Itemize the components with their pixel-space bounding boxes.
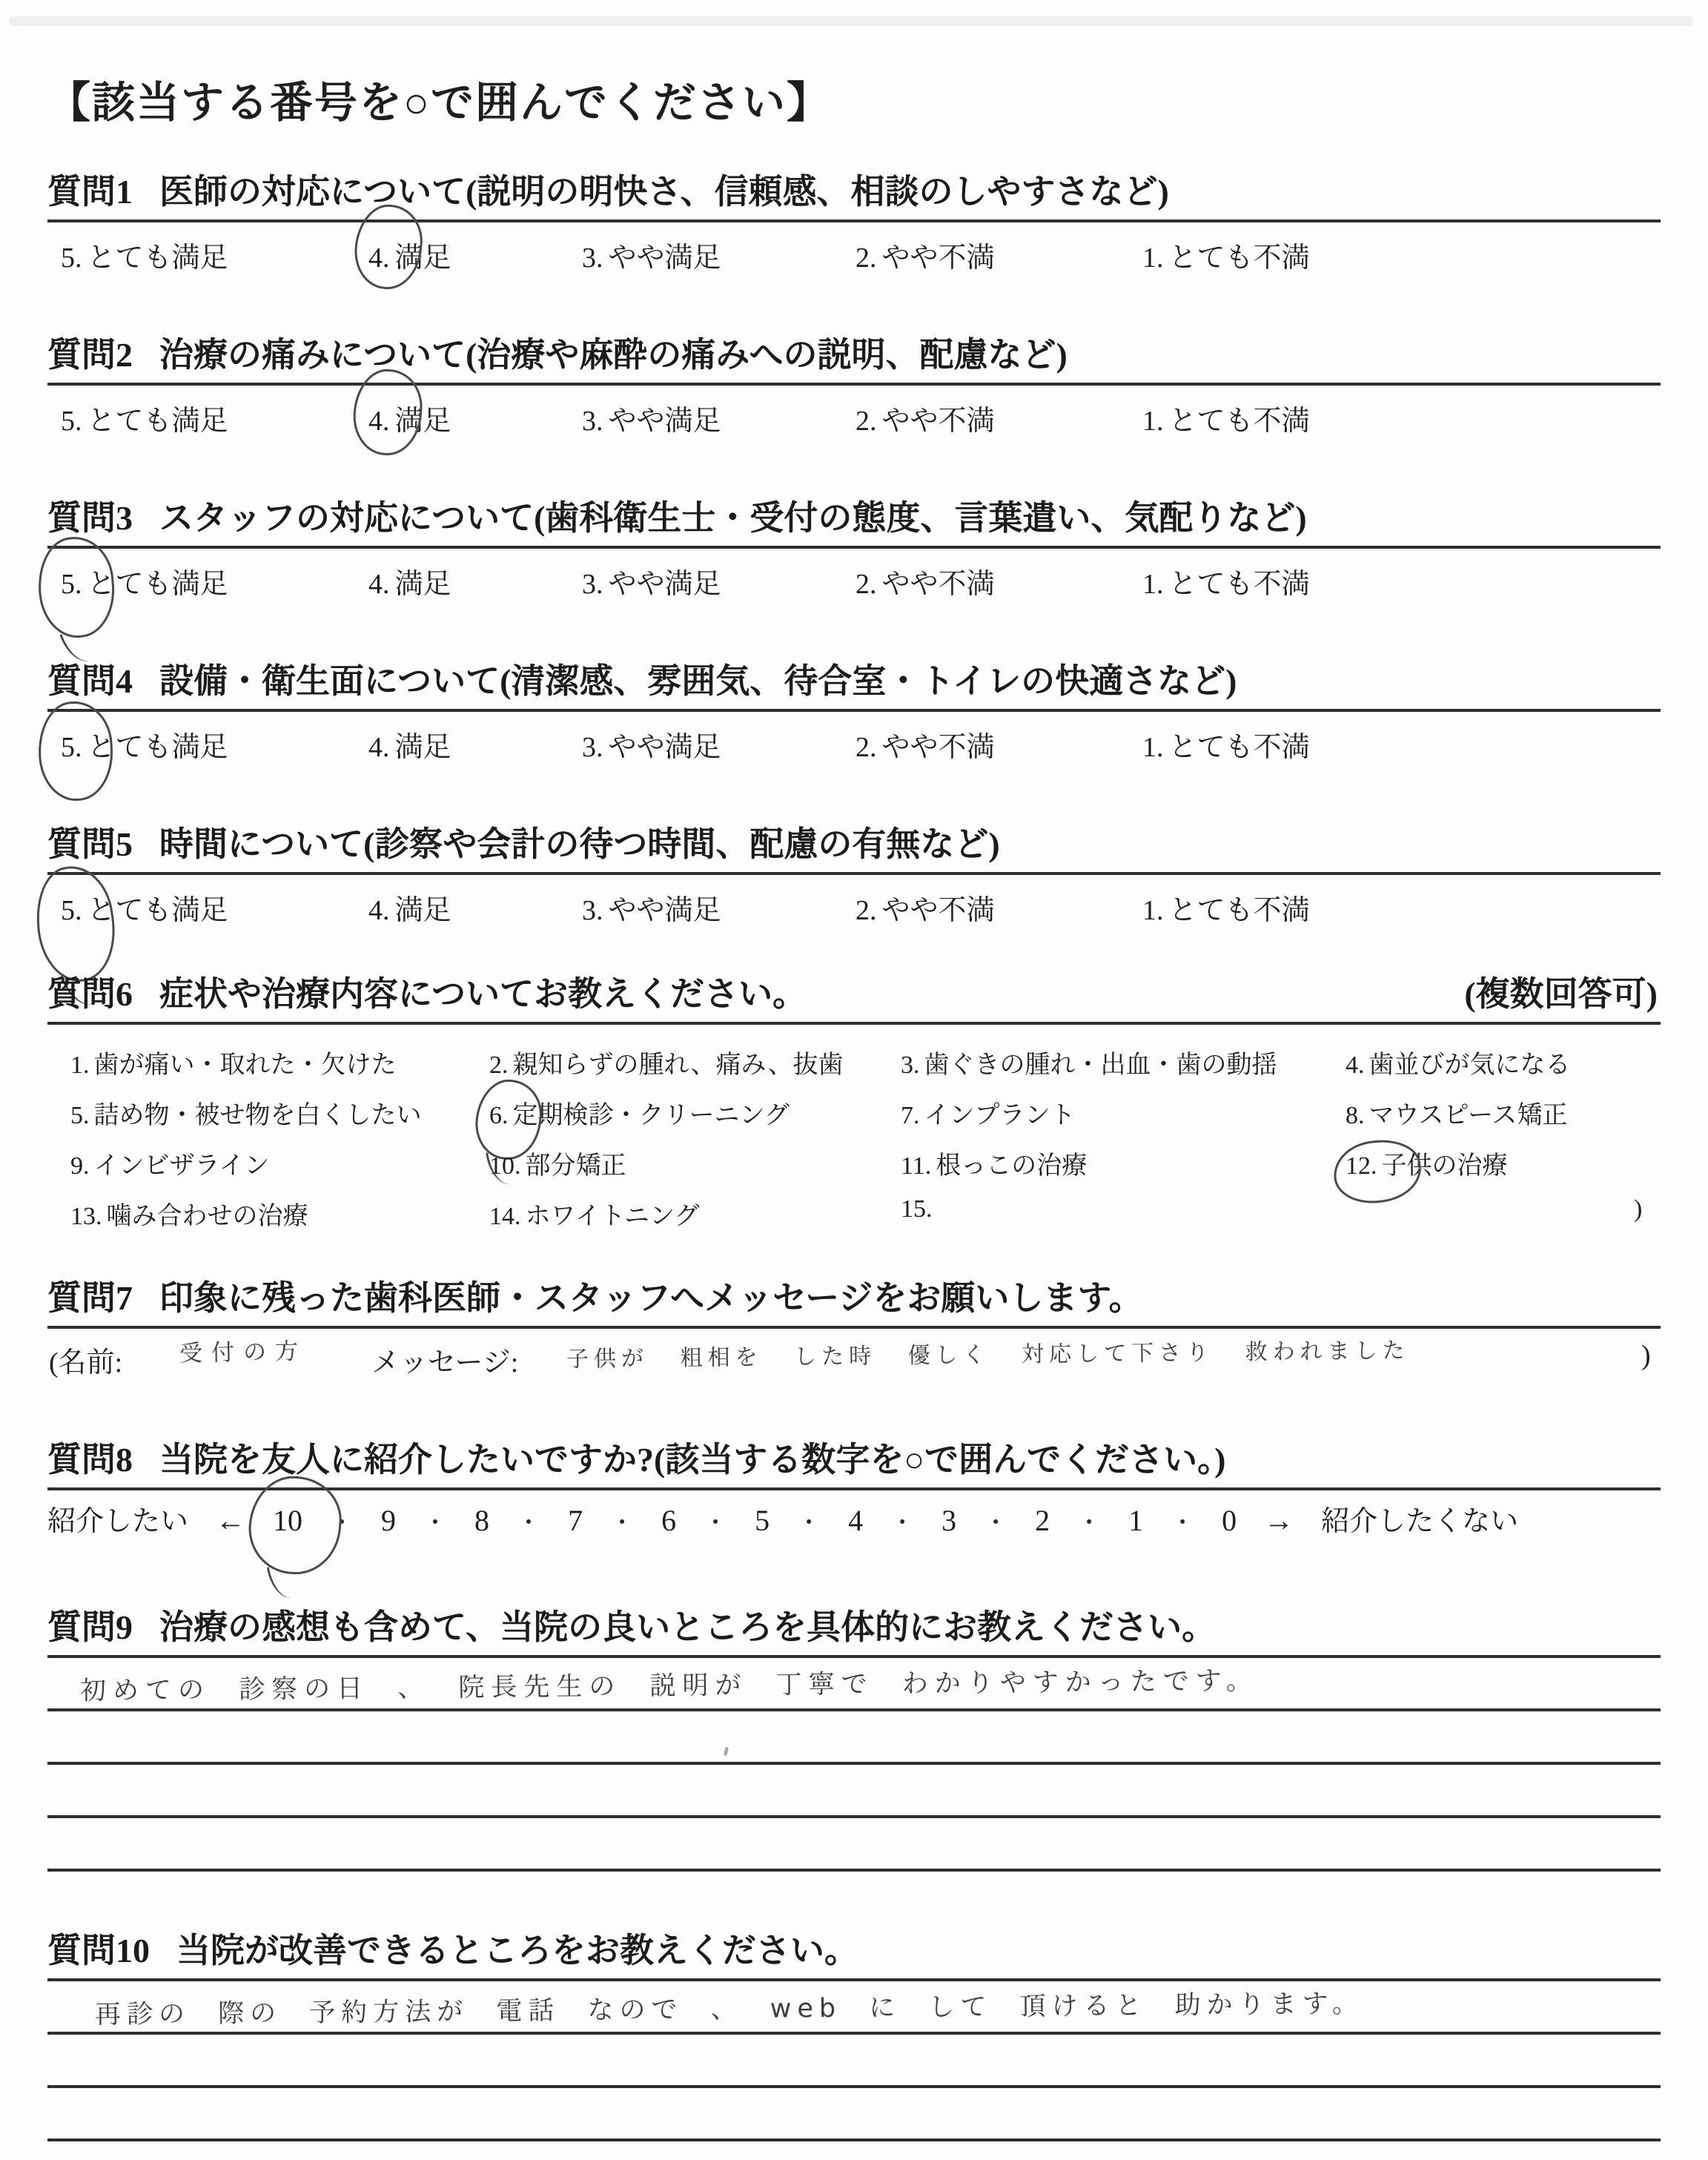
- option-5-number-text: 5.: [61, 569, 82, 600]
- question-4-heading: [47, 658, 1661, 704]
- option-4-label: 満足: [394, 406, 451, 437]
- grid-row-4: [47, 1186, 1661, 1237]
- question-1-label: 質問1: [47, 173, 133, 211]
- option-2: [855, 397, 995, 438]
- scale-dot: ・: [1077, 1509, 1102, 1536]
- option-2-number: 2.: [855, 732, 877, 763]
- option-1-number: 1.: [1142, 895, 1164, 926]
- option-4-label: 満足: [394, 242, 451, 274]
- question-1: [47, 169, 1661, 280]
- item-1: [70, 1044, 397, 1080]
- answer-line-1: [47, 1981, 1661, 2035]
- option-2-label: やや不満: [881, 406, 995, 437]
- option-3: [582, 561, 721, 601]
- item-13-label: 噛み合わせの治療: [106, 1203, 308, 1230]
- option-3-number: 3.: [582, 895, 603, 926]
- question-6: [47, 971, 1661, 1237]
- option-5-number: 5.: [61, 406, 82, 437]
- item-3-label: 歯ぐきの腫れ・出血・歯の動揺: [924, 1051, 1277, 1079]
- scale-number-7: 7: [568, 1504, 583, 1537]
- option-1-label: とても不満: [1168, 732, 1310, 763]
- question-9: [47, 1605, 1661, 1872]
- question-5: [47, 822, 1661, 933]
- option-4: [368, 887, 451, 928]
- option-4: [368, 561, 451, 601]
- item-4: [1345, 1044, 1571, 1080]
- scan-artifact-strip: [9, 16, 1693, 26]
- form-content: [0, 71, 1708, 2160]
- question-7-text: 印象に残った歯科医師・スタッフへメッセージをお願いします。: [159, 1279, 1143, 1317]
- option-3-label: やや満足: [608, 895, 721, 926]
- scale-number-10-text: 10: [273, 1504, 303, 1537]
- question-9-label: 質問9: [47, 1608, 133, 1646]
- option-4-number: [368, 405, 390, 437]
- question-2: [47, 332, 1661, 443]
- scale-dot: ・: [890, 1509, 915, 1536]
- scale-number-8: 8: [474, 1504, 490, 1537]
- option-4-label: 満足: [394, 569, 451, 600]
- scale-number-0: 0: [1222, 1504, 1237, 1537]
- scale-dot: ・: [984, 1509, 1008, 1536]
- option-1-label: とても不満: [1168, 242, 1310, 274]
- option-1-number: 1.: [1142, 732, 1164, 763]
- grid-row-1: [47, 1035, 1661, 1086]
- option-3-label: やや満足: [608, 242, 721, 274]
- scale-left-label: 紹介したい: [47, 1506, 189, 1537]
- option-2-number: 2.: [855, 242, 877, 274]
- item-10-label: 部分矯正: [525, 1152, 626, 1180]
- option-4-number-text: 4.: [368, 406, 390, 437]
- option-5: [61, 887, 228, 928]
- option-3-number: 3.: [582, 406, 603, 437]
- option-1: [1142, 887, 1310, 928]
- scale-dot: ・: [330, 1509, 354, 1536]
- item-10-number: 10.: [489, 1152, 521, 1180]
- item-13: [70, 1195, 308, 1232]
- item-1-label: 歯が痛い・取れた・欠けた: [93, 1051, 397, 1079]
- scale-number-9: 9: [381, 1504, 397, 1537]
- item-11: [901, 1145, 1087, 1181]
- question-8: [47, 1437, 1661, 1554]
- option-2: [855, 724, 995, 764]
- question-5-text: 時間について(診察や会計の待つ時間、配慮の有無など): [159, 825, 1000, 863]
- answer-line-4: [47, 2141, 1661, 2160]
- scale-dot: ・: [610, 1509, 635, 1536]
- item-2-label: 親知らずの腫れ、痛み、抜歯: [512, 1051, 844, 1079]
- option-5: [61, 561, 228, 601]
- answer-line-3: [47, 2088, 1661, 2141]
- option-5-label: とても満足: [87, 895, 228, 926]
- scale-dot: ・: [797, 1509, 821, 1536]
- question-7: [47, 1275, 1661, 1388]
- item-1-number: 1.: [70, 1051, 90, 1079]
- option-5-label: とても満足: [87, 569, 228, 600]
- item-6-number: [489, 1102, 509, 1130]
- item-8-number: 8.: [1345, 1102, 1365, 1129]
- message-field-handwriting: 子供が 粗相を した時 優しく 対応して下さり 救われました: [566, 1338, 1410, 1373]
- question-10-text: 当院が改善できるところをお教えください。: [176, 1932, 858, 1969]
- divider: [47, 1487, 1661, 1490]
- item-3: [901, 1044, 1277, 1080]
- item-2-number: 2.: [489, 1051, 509, 1079]
- option-4-number: 4.: [368, 569, 390, 600]
- item-4-label: 歯並びが気になる: [1368, 1051, 1571, 1079]
- option-1: [1142, 724, 1310, 764]
- option-5: [61, 234, 228, 275]
- option-5-number: 5.: [61, 242, 82, 274]
- question-4-label: 質問4: [47, 662, 133, 700]
- question-2-heading: [47, 332, 1661, 378]
- scale-dot: ・: [1171, 1509, 1195, 1536]
- scale-dot: ・: [423, 1509, 448, 1536]
- option-3-number: 3.: [582, 732, 603, 763]
- question-6-label: 質問6: [47, 975, 133, 1013]
- question-4-options: [47, 712, 1661, 770]
- item-12-number-text: 12.: [1345, 1152, 1377, 1180]
- item-12-label: 子供の治療: [1381, 1152, 1508, 1180]
- scale-right-label: 紹介したくない: [1321, 1506, 1519, 1537]
- option-1-number: 1.: [1142, 569, 1164, 600]
- item-9-label: インビザライン: [93, 1152, 270, 1180]
- answer-line-2: [47, 1711, 1661, 1765]
- option-2-label: やや不満: [881, 569, 995, 600]
- item-4-number: 4.: [1345, 1051, 1365, 1079]
- question-4: [47, 658, 1661, 770]
- item-5: [70, 1094, 422, 1131]
- option-1: [1142, 234, 1310, 275]
- option-4-number: [368, 242, 390, 274]
- option-5: [61, 397, 228, 438]
- option-4: [368, 397, 451, 438]
- grid-row-3: [47, 1136, 1661, 1186]
- option-3-label: やや満足: [608, 569, 721, 600]
- item-6-label: 定期検診・クリーニング: [512, 1102, 790, 1129]
- option-2-number: 2.: [855, 569, 877, 600]
- option-1: [1142, 397, 1310, 438]
- option-1-label: とても不満: [1168, 406, 1310, 437]
- question-3-label: 質問3: [47, 499, 133, 537]
- question-10-label: 質問10: [47, 1932, 150, 1969]
- item-2: [489, 1044, 844, 1080]
- answer-line-4: [47, 1818, 1661, 1872]
- question-10-answer-area: [47, 1981, 1661, 2160]
- question-9-handwriting: 初めての 診察の日 、 院長先生の 説明が 丁寧で わかりやすかったです。: [79, 1666, 1260, 1706]
- question-10: [47, 1928, 1661, 2160]
- option-5-number: [61, 568, 82, 601]
- scale-dot: ・: [704, 1509, 728, 1536]
- item-13-number: 13.: [70, 1203, 102, 1230]
- option-2: [855, 234, 995, 275]
- question-6-grid: [47, 1035, 1661, 1237]
- option-1-number: 1.: [1142, 242, 1164, 274]
- item-15-number: 15.: [901, 1195, 933, 1223]
- item-8-label: マウスピース矯正: [1368, 1102, 1568, 1129]
- option-5-label: とても満足: [87, 732, 228, 763]
- question-2-text: 治療の痛みについて(治療や麻酔の痛みへの説明、配慮など): [159, 336, 1068, 374]
- question-3-options: [47, 549, 1661, 607]
- question-9-text: 治療の感想も含めて、当院の良いところを具体的にお教えください。: [159, 1608, 1217, 1646]
- scale-number-10: [273, 1503, 302, 1538]
- item-9-number: 9.: [70, 1152, 90, 1180]
- question-6-text: 症状や治療内容についてお教えください。: [159, 975, 807, 1013]
- option-2: [855, 887, 995, 928]
- question-7-answer-line: [47, 1329, 1661, 1388]
- answer-line-1: [47, 1658, 1661, 1711]
- option-2-label: やや不満: [881, 242, 995, 274]
- grid-row-2: [47, 1086, 1661, 1136]
- option-2: [855, 561, 995, 601]
- question-1-text: 医師の対応について(説明の明快さ、信頼感、相談のしやすさなど): [159, 173, 1169, 211]
- question-3: [47, 495, 1661, 607]
- option-1-number: 1.: [1142, 406, 1164, 437]
- item-14-label: ホワイトニング: [525, 1203, 700, 1230]
- option-5: [61, 724, 228, 764]
- question-9-heading: [47, 1605, 1661, 1651]
- item-7: [901, 1094, 1076, 1131]
- item-11-label: 根っこの治療: [936, 1152, 1088, 1180]
- question-7-label: 質問7: [47, 1279, 133, 1317]
- question-4-text: 設備・衛生面について(清潔感、雰囲気、待合室・トイレの快適さなど): [159, 662, 1237, 700]
- scale-number-4: 4: [848, 1504, 864, 1537]
- item-12-number: [1345, 1152, 1377, 1180]
- divider: [47, 1022, 1661, 1025]
- question-5-label: 質問5: [47, 825, 133, 863]
- scale-number-2: 2: [1035, 1504, 1050, 1537]
- message-field-label: メッセージ:: [371, 1347, 519, 1378]
- item-14: [489, 1195, 699, 1232]
- item-7-label: インプラント: [924, 1102, 1076, 1129]
- left-arrow-icon: ←: [216, 1504, 246, 1537]
- option-4-label: 満足: [394, 732, 451, 763]
- question-2-label: 質問2: [47, 336, 133, 374]
- question-3-heading: [47, 495, 1661, 541]
- item-7-number: 7.: [901, 1102, 920, 1129]
- right-arrow-icon: →: [1264, 1504, 1294, 1537]
- item-12: [1345, 1145, 1508, 1181]
- option-3-label: やや満足: [608, 406, 721, 437]
- item-6: [489, 1094, 790, 1131]
- name-field-handwriting: 受付の方: [179, 1338, 308, 1367]
- scale-number-6: 6: [661, 1504, 677, 1537]
- option-2-label: やや不満: [881, 732, 995, 763]
- question-1-options: [47, 222, 1661, 280]
- question-5-options: [47, 875, 1661, 933]
- question-7-heading: [47, 1275, 1661, 1321]
- option-5-number: [61, 731, 82, 764]
- option-3: [582, 887, 721, 928]
- option-4-number: 4.: [368, 895, 390, 926]
- option-3-number: 3.: [582, 242, 603, 274]
- item-8: [1345, 1094, 1567, 1131]
- option-5-label: とても満足: [87, 406, 228, 437]
- option-2-number: 2.: [855, 895, 877, 926]
- item-10: [489, 1145, 626, 1181]
- question-2-options: [47, 386, 1661, 443]
- option-2-number: 2.: [855, 406, 877, 437]
- question-10-handwriting: 再診の 際の 予約方法が 電話 なので 、 web に して 頂けると 助かります。: [94, 1989, 1365, 2030]
- option-3: [582, 397, 721, 438]
- question-8-heading: [47, 1437, 1661, 1483]
- option-2-label: やや不満: [881, 895, 995, 926]
- option-4: [368, 724, 451, 764]
- item-14-number: 14.: [489, 1203, 521, 1230]
- scale-number-1: 1: [1128, 1504, 1144, 1537]
- option-1-label: とても不満: [1168, 569, 1310, 600]
- scale-number-3: 3: [941, 1504, 957, 1537]
- option-4-number-text: 4.: [368, 242, 390, 274]
- option-5-number-text: 5.: [61, 732, 82, 763]
- item-15: [901, 1195, 937, 1223]
- question-10-heading: [47, 1928, 1661, 1974]
- item-6-number-text: 6.: [489, 1102, 509, 1129]
- item-11-number: 11.: [901, 1152, 932, 1180]
- option-4-label: 満足: [394, 895, 451, 926]
- item-9: [70, 1145, 269, 1181]
- question-5-heading: [47, 822, 1661, 868]
- scale-dot: ・: [517, 1509, 541, 1536]
- question-1-heading: [47, 169, 1661, 215]
- option-4-number: 4.: [368, 732, 390, 763]
- option-5-number-text: 5.: [61, 895, 82, 926]
- item-3-number: 3.: [901, 1051, 920, 1079]
- name-field-label: (名前:: [49, 1347, 123, 1378]
- item-5-number: 5.: [70, 1102, 90, 1129]
- answer-line-3: [47, 1765, 1661, 1818]
- question-8-text: 当院を友人に紹介したいですか?(該当する数字を○で囲んでください。): [159, 1441, 1226, 1479]
- option-3: [582, 234, 721, 275]
- scale-number-5: 5: [755, 1504, 770, 1537]
- form-title: 【該当する番号を○で囲んでください】: [47, 79, 832, 127]
- close-paren: ): [1641, 1340, 1651, 1371]
- option-4: [368, 234, 451, 275]
- nps-scale-row: [47, 1498, 1661, 1554]
- option-3-number: 3.: [582, 569, 603, 600]
- option-3: [582, 724, 721, 764]
- option-3-label: やや満足: [608, 732, 721, 763]
- question-8-label: 質問8: [47, 1441, 133, 1479]
- option-5-label: とても満足: [87, 242, 228, 274]
- option-1: [1142, 561, 1310, 601]
- option-1-label: とても不満: [1168, 895, 1310, 926]
- question-6-heading: [47, 971, 1661, 1017]
- answer-line-2: [47, 2035, 1661, 2088]
- option-5-number: [61, 894, 82, 927]
- question-9-answer-area: [47, 1658, 1661, 1872]
- item-15-close-paren: ): [1634, 1195, 1643, 1223]
- item-5-label: 詰め物・被せ物を白くしたい: [93, 1102, 422, 1129]
- question-6-note: (複数回答可): [1464, 975, 1658, 1013]
- question-3-text: スタッフの対応について(歯科衛生士・受付の態度、言葉遣い、気配りなど): [159, 499, 1307, 537]
